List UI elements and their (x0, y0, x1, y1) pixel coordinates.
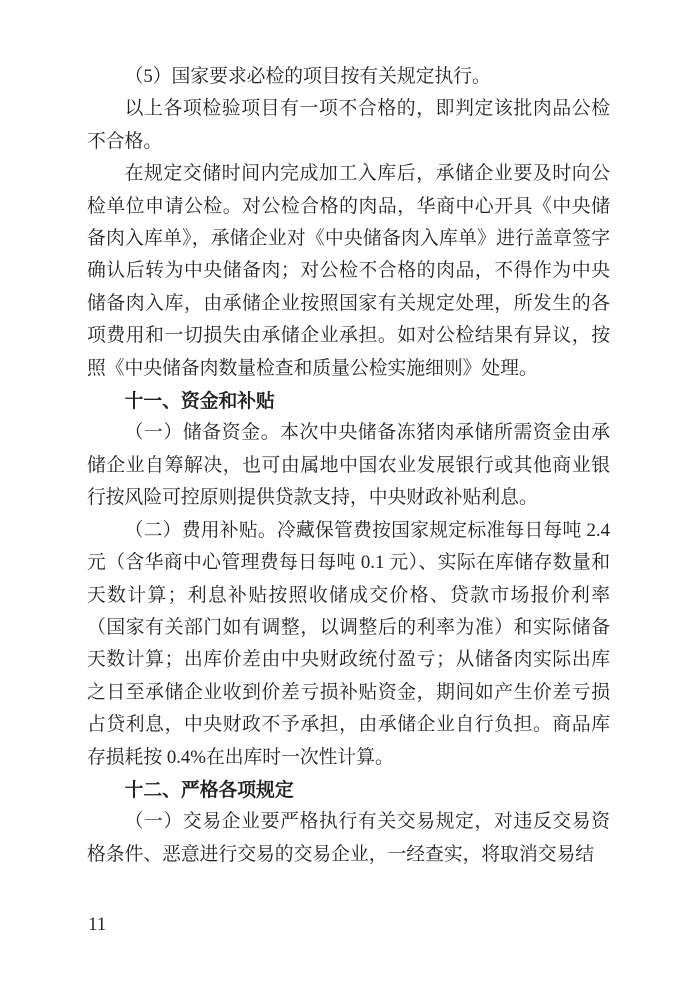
paragraph-item-5-inspection: （5）国家要求必检的项目按有关规定执行。 (124, 66, 491, 87)
page-number: 11 (88, 914, 107, 935)
section-heading-11-funds-subsidies: 十一、资金和补贴 (124, 390, 275, 412)
section-heading-12-strict-rules: 十二、严格各项规定 (124, 778, 294, 800)
paragraph-inspection-fail-rule: 以上各项检验项目有一项不合格的，即判定该批肉品公检不合格。 (87, 98, 610, 152)
paragraph-reserve-funds: （一）储备资金。本次中央储备冻猪肉承储所需资金由承储企业自筹解决，也可由属地中国农业发展银行或其他商业银行按风险可控原则提供贷款支持，中央财政补贴利息。 (87, 422, 610, 509)
paragraph-fee-subsidies: （二）费用补贴。冷藏保管费按国家规定标准每日每吨 2.4 元（含华商中心管理费每日每吨 0.1 元）、实际在库储存数量和天数计算；利息补贴按照收储成交价格、贷款市场报价利率（国家有关部门如有调整，以调整后的利率为准）和实际储备天数计算；出库价差由中央财政统付盈亏；从储备肉实际出库之日至承储企业收到价差亏损补贴资金，期间如产生价差亏损占贷利息，中央财政不予承担，由承储企业自行负担。商品库存损耗按 0.4%在出库时一次性计算。 (87, 519, 610, 768)
paragraph-storage-inspection-process: 在规定交储时间内完成加工入库后，承储企业要及时向公检单位申请公检。对公检合格的肉品，华商中心开具《中央储备肉入库单》，承储企业对《中央储备肉入库单》进行盖章签字确认后转为中央储备肉；对公检不合格的肉品，不得作为中央储备肉入库，由承储企业按照国家有关规定处理，所发生的各项费用和一切损失由承储企业承担。如对公检结果有异议，按照《中央储备肉数量检查和质量公检实施细则》处理。 (87, 163, 610, 379)
document-body (87, 61, 610, 871)
paragraph-trading-rules: （一）交易企业要严格执行有关交易规定，对违反交易资格条件、恶意进行交易的交易企业，一经查实，将取消交易结 (87, 811, 610, 865)
